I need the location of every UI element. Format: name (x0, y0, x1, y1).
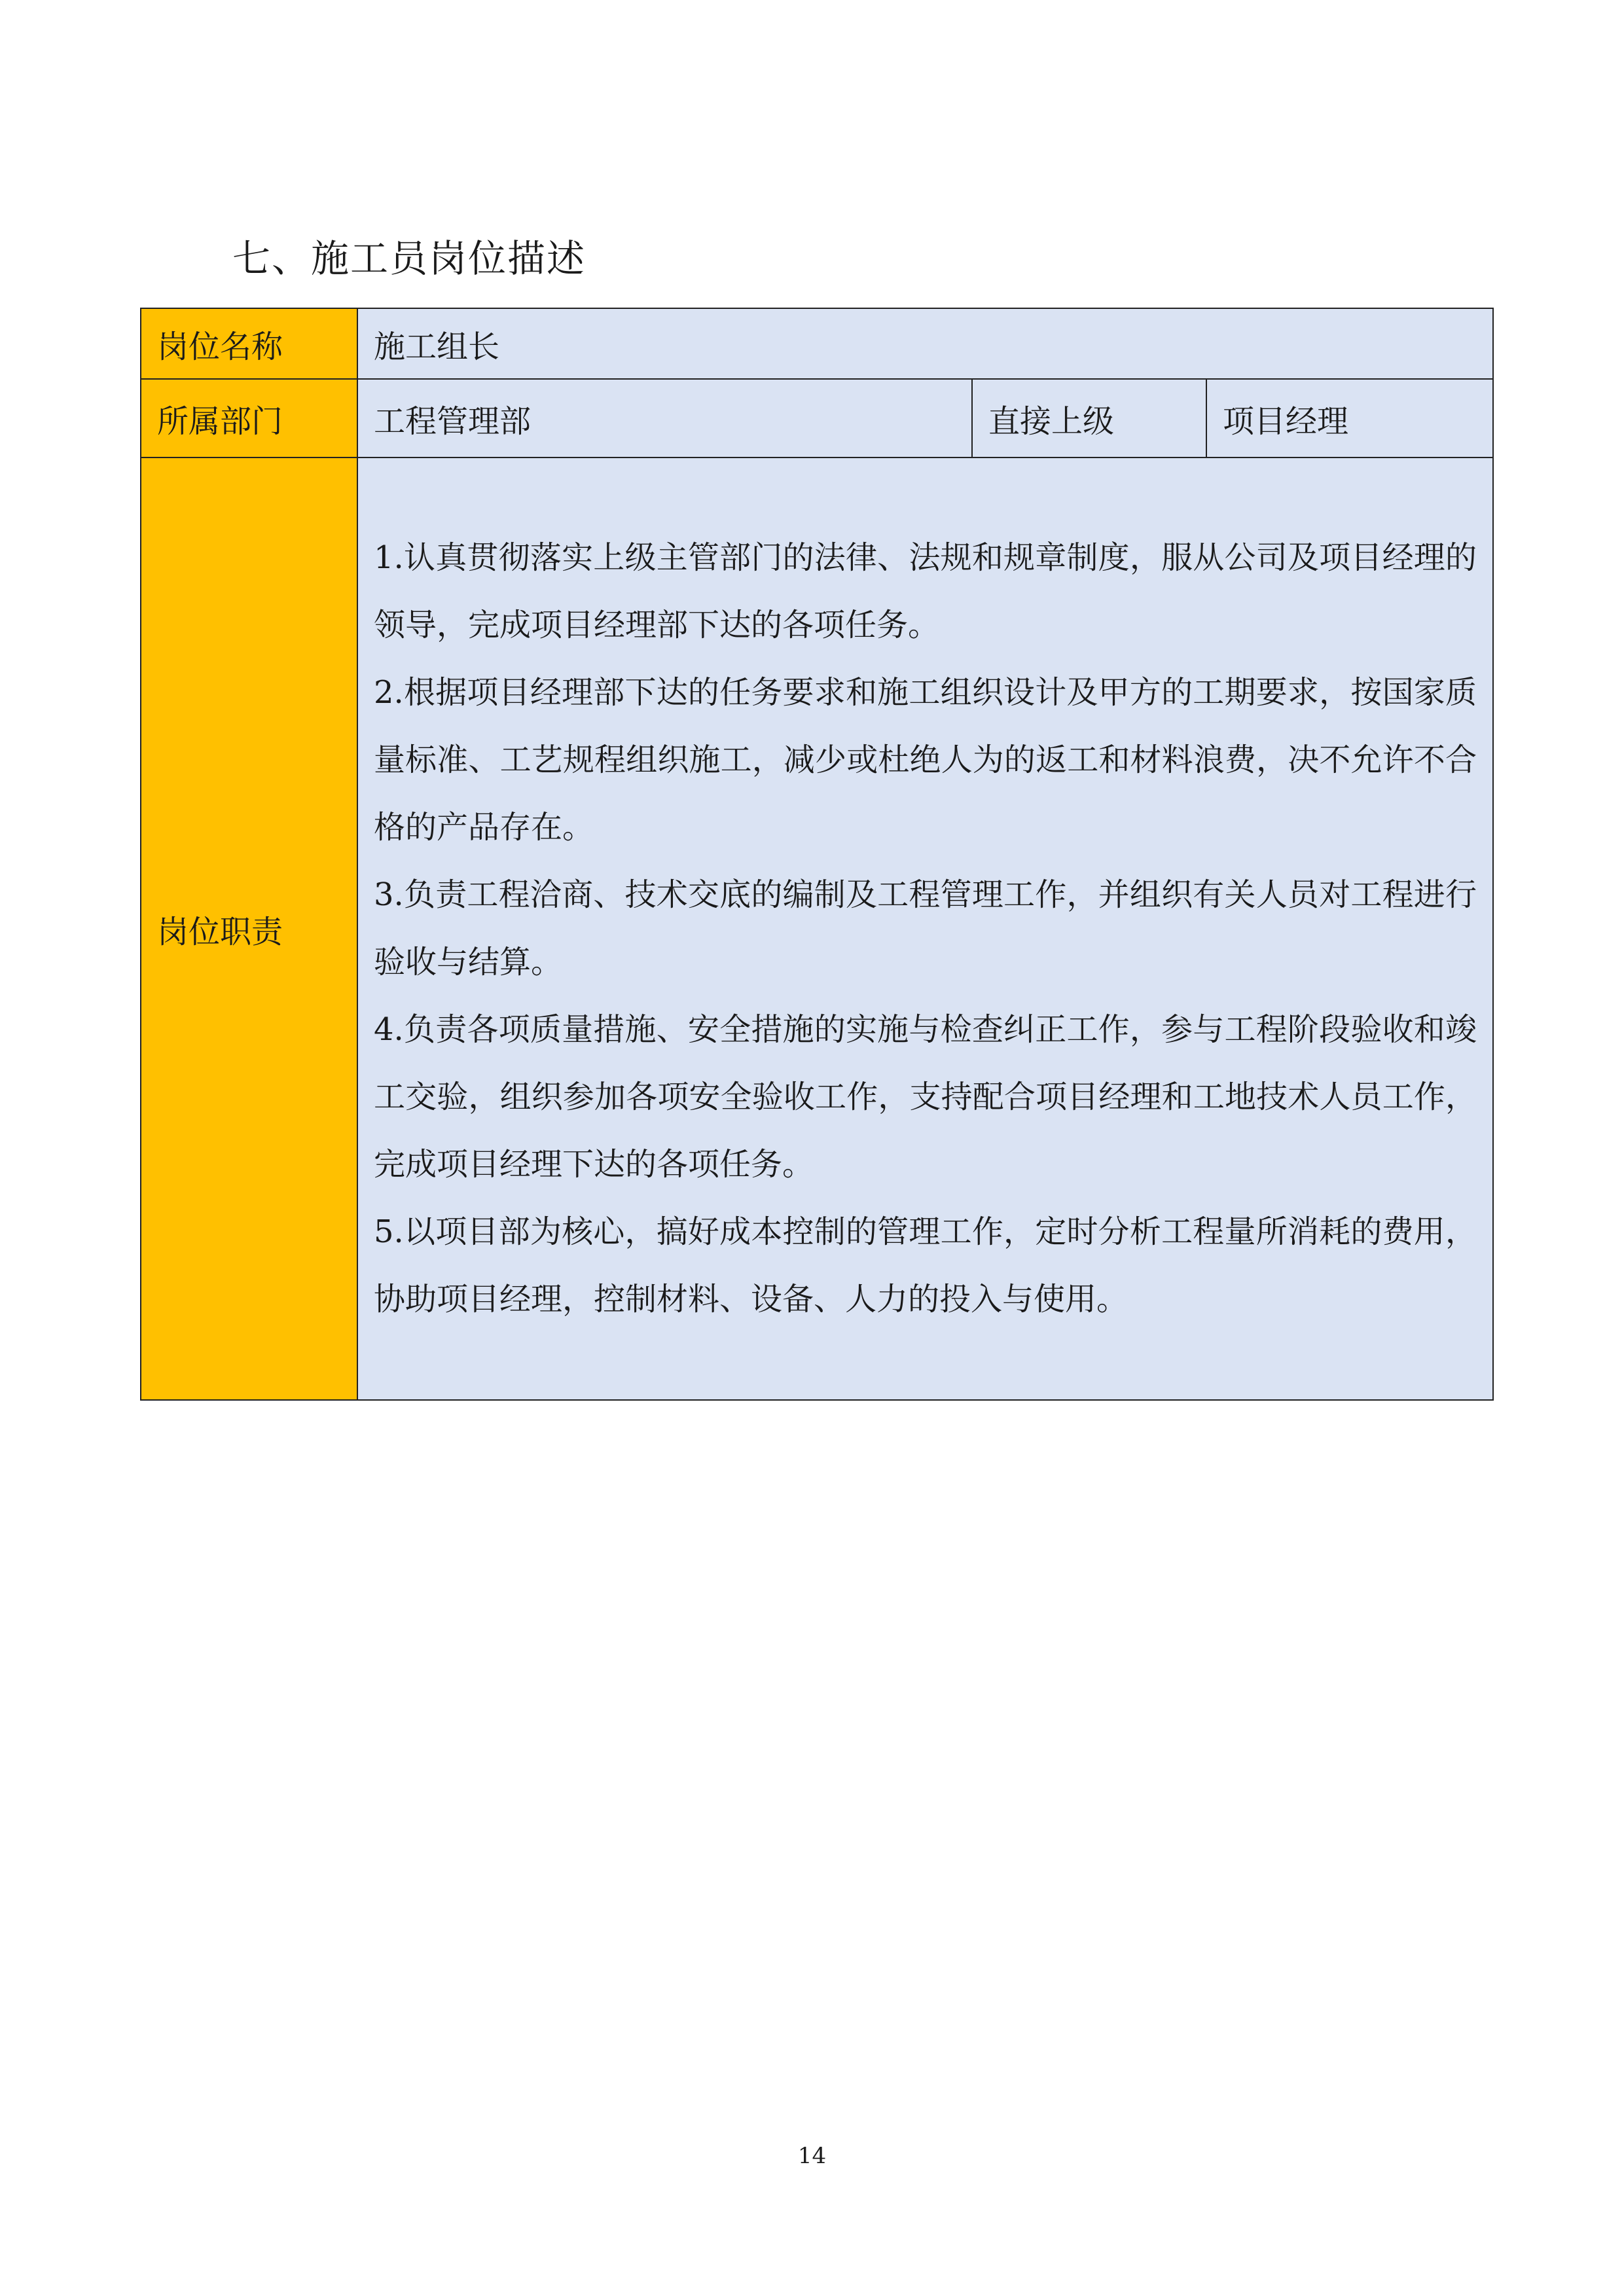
duties-label: 岗位职责 (141, 457, 357, 1400)
department-label: 所属部门 (141, 379, 357, 457)
department-row (141, 379, 1493, 457)
post-name-label: 岗位名称 (141, 308, 357, 379)
section-title: 七、施工员岗位描述 (232, 236, 586, 281)
post-description-table (140, 308, 1494, 1401)
department-value: 工程管理部 (357, 379, 972, 457)
duties-spacer (374, 1333, 1477, 1386)
post-name-value: 施工组长 (357, 308, 1493, 379)
duty-item-5: 5.以项目部为核心，搞好成本控制的管理工作，定时分析工程量所消耗的费用，协助项目经理，控制材料、设备、人力的投入与使用。 (374, 1213, 1477, 1318)
page-number: 14 (797, 2143, 827, 2169)
duties-cell (357, 457, 1493, 1400)
superior-value: 项目经理 (1206, 379, 1493, 457)
post-name-row (141, 308, 1493, 379)
duties-row (141, 457, 1493, 1400)
superior-label: 直接上级 (972, 379, 1206, 457)
duty-item-2: 2.根据项目经理部下达的任务要求和施工组织设计及甲方的工期要求，按国家质量标准、工艺规程组织施工，减少或杜绝人为的返工和材料浪费，决不允许不合格的产品存在。 (374, 674, 1477, 846)
duty-item-1: 1.认真贯彻落实上级主管部门的法律、法规和规章制度，服从公司及项目经理的领导，完成项目经理部下达的各项任务。 (374, 539, 1477, 643)
duty-item-3: 3.负责工程洽商、技术交底的编制及工程管理工作，并组织有关人员对工程进行验收与结算。 (374, 876, 1477, 980)
duties-list (374, 472, 1477, 1333)
duty-item-4: 4.负责各项质量措施、安全措施的实施与检查纠正工作，参与工程阶段验收和竣工交验，组织参加各项安全验收工作，支持配合项目经理和工地技术人员工作，完成项目经理下达的各项任务。 (374, 1011, 1477, 1183)
